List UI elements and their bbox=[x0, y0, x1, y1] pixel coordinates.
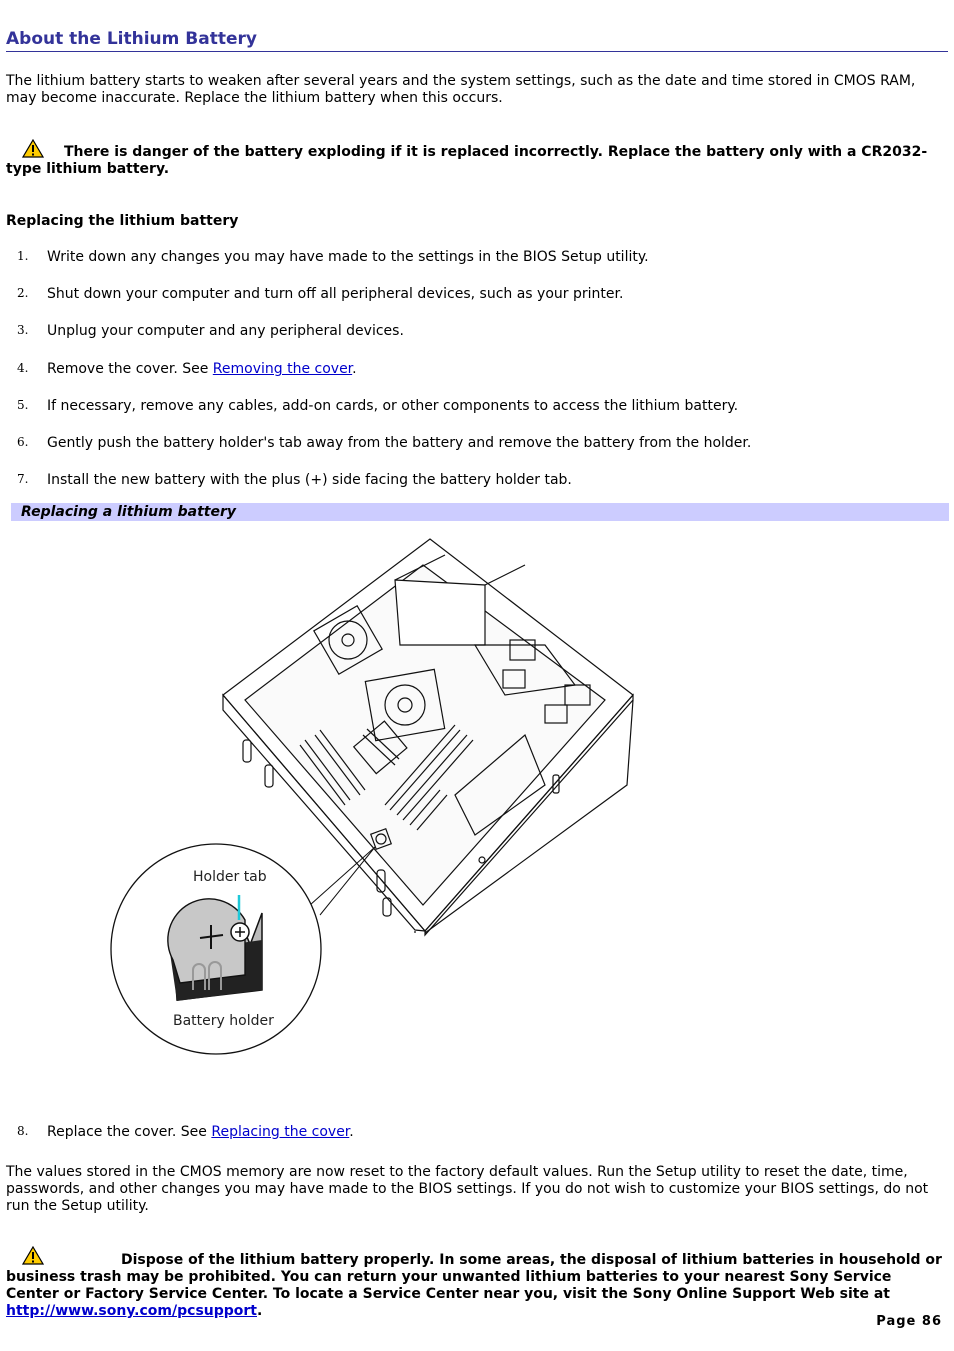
removing-cover-link[interactable]: Removing the cover bbox=[212, 361, 353, 377]
step-number: 4. bbox=[17, 361, 29, 375]
page-number: Page 86 bbox=[876, 1314, 942, 1329]
step-number: 6. bbox=[17, 435, 29, 449]
step-text: Shut down your computer and turn off all peripheral devices, such as your printer. bbox=[47, 286, 624, 302]
intro-paragraph: The lithium battery starts to weaken after several years and the system settings, such as the date and time stored in CMOS RAM, may become inaccurate. Replace the lithium battery when this occurs. bbox=[6, 73, 916, 106]
step-number: 5. bbox=[17, 398, 29, 412]
step-text: Install the new battery with the plus (+) side facing the battery holder tab. bbox=[47, 472, 572, 488]
step-text: Write down any changes you may have made to the settings in the BIOS Setup utility. bbox=[47, 249, 649, 265]
step-text: Replace the cover. See Replacing the cover. bbox=[47, 1124, 354, 1140]
step-number: 8. bbox=[17, 1124, 29, 1138]
explosion-warning: There is danger of the battery exploding if it is replaced incorrectly. Replace the battery only with a CR2032-type lithium battery. bbox=[6, 144, 928, 177]
page-title: About the Lithium Battery bbox=[6, 29, 948, 52]
battery-holder-label: Battery holder bbox=[173, 1013, 274, 1029]
figure-caption: Replacing a lithium battery bbox=[11, 503, 949, 521]
step-text: Remove the cover. See Removing the cover. bbox=[47, 361, 357, 377]
step-text: Unplug your computer and any peripheral devices. bbox=[47, 323, 404, 339]
step-number: 1. bbox=[17, 249, 29, 263]
holder-tab-label: Holder tab bbox=[193, 869, 267, 885]
step-text: If necessary, remove any cables, add-on cards, or other components to access the lithium battery. bbox=[47, 398, 739, 414]
sony-support-link[interactable]: http://www.sony.com/pcsupport bbox=[6, 1303, 257, 1319]
replacing-cover-link[interactable]: Replacing the cover bbox=[211, 1124, 350, 1140]
disposal-warning: Dispose of the lithium battery properly. In some areas, the disposal of lithium batteries in household or business trash may be prohibited. You can return your unwanted lithium batteries to your nearest Sony Service Center or Factory Service Center. To locate a Service Center near you, visit the Sony Online Support Web site at http://www.sony.com/pcsupport. bbox=[6, 1252, 942, 1319]
reset-note-paragraph: The values stored in the CMOS memory are now reset to the factory default values. Run the Setup utility to reset the date, time, passwords, and other changes you may have made to the BIOS settings. If you do not wish to customize your BIOS settings, do not run the Setup utility. bbox=[6, 1164, 929, 1214]
step-text: Gently push the battery holder's tab away from the battery and remove the battery from the holder. bbox=[47, 435, 752, 451]
step-number: 3. bbox=[17, 323, 29, 337]
step-number: 7. bbox=[17, 472, 29, 486]
procedure-heading: Replacing the lithium battery bbox=[6, 213, 239, 229]
step-number: 2. bbox=[17, 286, 29, 300]
computer-interior-illustration bbox=[105, 535, 645, 1060]
